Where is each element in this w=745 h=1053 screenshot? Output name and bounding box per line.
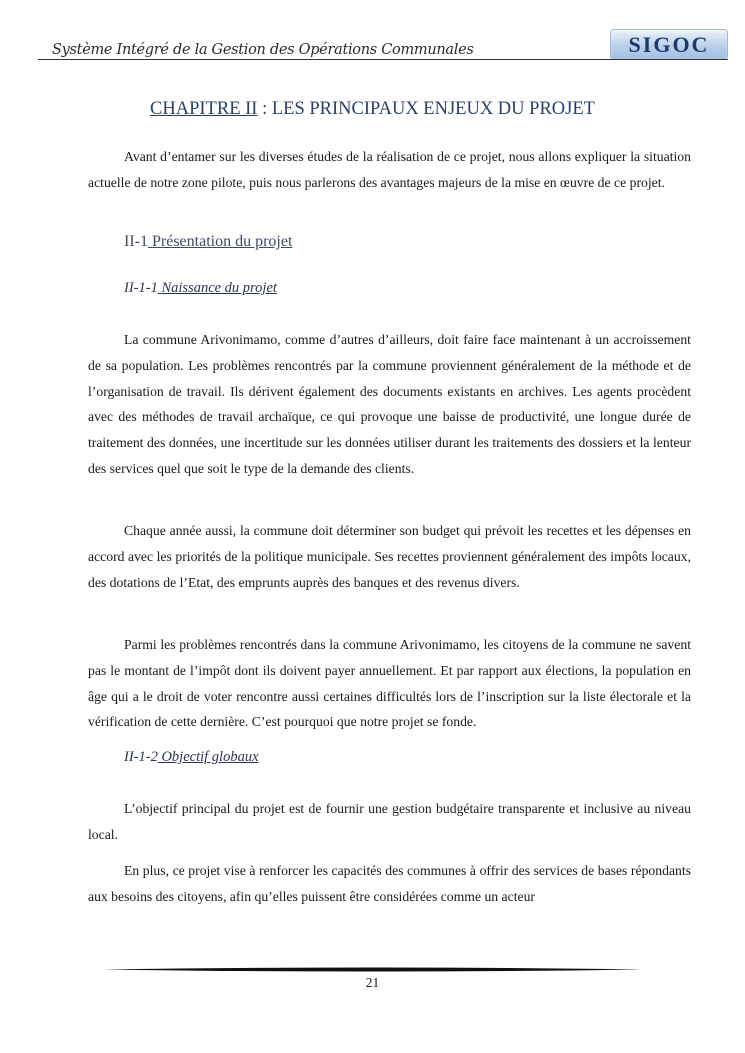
subsection-heading-objectif	[124, 749, 259, 766]
section-title: Présentation du projet	[147, 233, 293, 250]
section-number: II-1	[124, 233, 148, 250]
page-number: 21	[365, 975, 380, 990]
section-heading	[124, 233, 292, 251]
body-paragraph: En plus, ce projet vise à renforcer les capacités des communes à offrir des services de bases répondants aux besoins des citoyens, afin qu’elles puissent être considérées comme un acteur	[88, 863, 691, 904]
body-paragraph: Parmi les problèmes rencontrés dans la commune Arivonimamo, les citoyens de la commune ne savent pas le montant de l’impôt dont ils doivent payer annuellement. Et par rapport aux élections, la population en âge qui a le droit de voter rencontre aussi certaines difficultés lors de l’inscription sur la liste électorale et la vérification de cette dernière. C’est pourquoi que notre projet se fonde.	[88, 637, 691, 730]
body-paragraph: Chaque année aussi, la commune doit déterminer son budget qui prévoit les recettes et les dépenses en accord avec les priorités de la politique municipale. Ses recettes proviennent généralement des impôts locaux, des dotations de l’Etat, des emprunts auprès des banques et des revenus divers.	[88, 523, 691, 590]
subsection-title: Naissance du projet	[157, 280, 277, 296]
body-paragraph: La commune Arivonimamo, comme d’autres d’ailleurs, doit faire face maintenant à un accroissement de sa population. Les problèmes rencontrés par la commune proviennent généralement de la méthode et de l’organisation de travail. Ils dérivent également des documents existants en archives. Les agents procèdent avec des méthodes de travail archaïque, ce qui provoque une baisse de productivité, une longue durée de traitement des données, une incertitude sur les données utiliser durant les traitements des dossiers et la lenteur des services quel que soit le type de la demande des clients.	[88, 332, 691, 476]
subsection-number: II-1-2	[124, 749, 158, 765]
running-header-title: Système Intégré de la Gestion des Opérations Communales	[52, 42, 474, 58]
chapter-heading	[0, 99, 745, 120]
header-divider	[38, 59, 728, 60]
chapter-title: LES PRINCIPAUX ENJEUX DU PROJET	[271, 99, 595, 119]
intro-paragraph: Avant d’entamer sur les diverses études de la réalisation de ce projet, nous allons expliquer la situation actuelle de notre zone pilote, puis nous parlerons des avantages majeurs de la mise en œuvre de ce projet.	[88, 149, 691, 190]
body-paragraph: L’objectif principal du projet est de fournir une gestion budgétaire transparente et inclusive au niveau local.	[88, 801, 691, 842]
footer-divider	[103, 967, 641, 972]
subsection-number: II-1-1	[124, 280, 158, 296]
subsection-heading-naissance	[124, 280, 277, 297]
chapter-separator: :	[257, 99, 272, 119]
subsection-title: Objectif globaux	[157, 749, 259, 765]
sigoc-logo: SIGOC	[610, 29, 728, 60]
chapter-label: CHAPITRE II	[150, 99, 258, 119]
